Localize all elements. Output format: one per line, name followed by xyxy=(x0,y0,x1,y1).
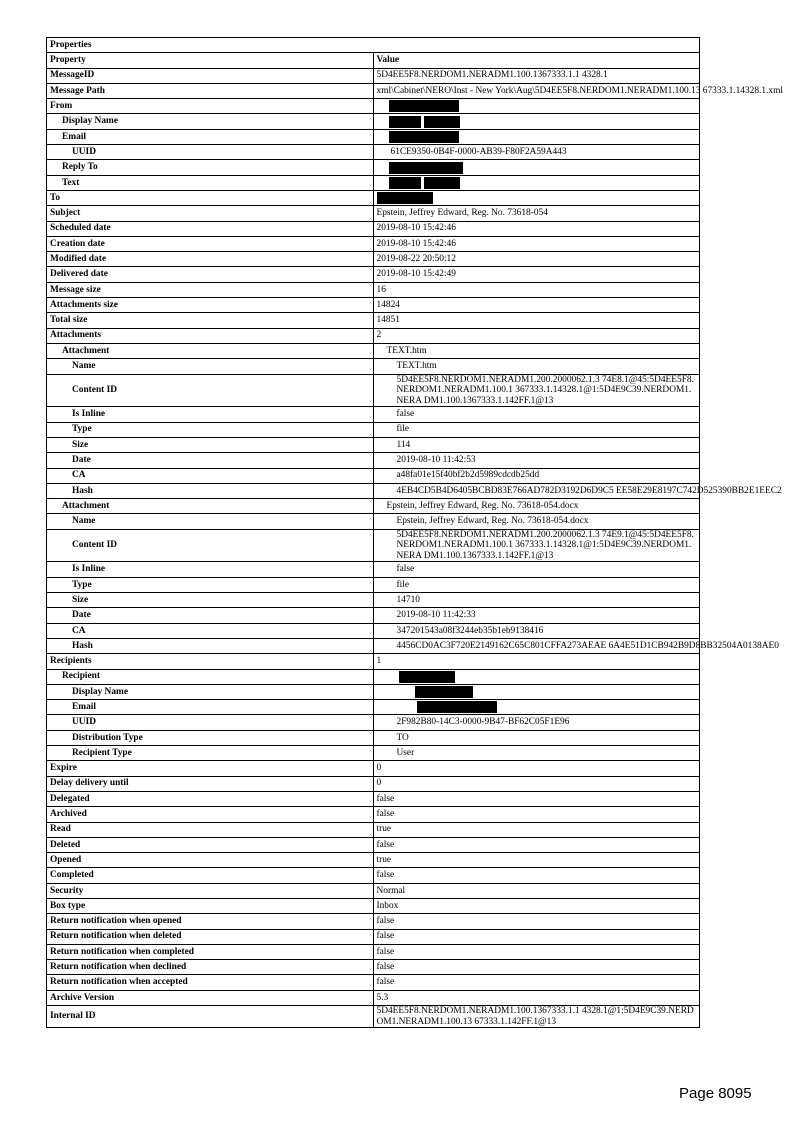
property-value xyxy=(373,99,700,114)
redaction-box xyxy=(389,100,459,112)
table-title: Properties xyxy=(47,38,700,53)
page-number: Page 8095 xyxy=(679,1085,752,1102)
property-name: Email xyxy=(47,129,374,144)
table-row xyxy=(47,160,700,175)
property-value: 4EB4CD5B4D6405BCBD83E766AD782D3192D6D9C5 EE58E29E8197C742D525390BB2E1EEC2 xyxy=(373,483,700,498)
table-row xyxy=(47,236,700,251)
property-name: Total size xyxy=(47,313,374,328)
property-value xyxy=(373,669,700,684)
property-name: Recipients xyxy=(47,654,374,669)
property-name: Internal ID xyxy=(47,1006,374,1028)
property-name: Name xyxy=(47,514,374,529)
property-value: 14851 xyxy=(373,313,700,328)
property-name: Size xyxy=(47,593,374,608)
table-row xyxy=(47,868,700,883)
property-value xyxy=(373,129,700,144)
property-name: Message size xyxy=(47,282,374,297)
table-row xyxy=(47,577,700,592)
table-row xyxy=(47,407,700,422)
property-value: 5D4EE5F8.NERDOM1.NERADM1.100.1367333.1.1 4328.1 xyxy=(373,68,700,83)
property-value: false xyxy=(373,975,700,990)
property-value: 1 xyxy=(373,654,700,669)
redaction-box xyxy=(377,192,433,204)
property-value: 2F982B80-14C3-0000-9B47-BF62C05F1E96 xyxy=(373,715,700,730)
property-name: Completed xyxy=(47,868,374,883)
property-value: a48fa01e15f40bf2b2d5989cdcdb25dd xyxy=(373,468,700,483)
property-name: Is Inline xyxy=(47,407,374,422)
property-name: Type xyxy=(47,577,374,592)
property-value: 347201543a08f3244eb35b1eb9138416 xyxy=(373,623,700,638)
table-row xyxy=(47,129,700,144)
property-name: Reply To xyxy=(47,160,374,175)
property-value xyxy=(373,684,700,699)
table-row xyxy=(47,374,700,407)
table-row xyxy=(47,593,700,608)
property-value: User xyxy=(373,746,700,761)
table-row xyxy=(47,944,700,959)
property-name: Deleted xyxy=(47,837,374,852)
property-name: Is Inline xyxy=(47,562,374,577)
property-value: 5D4EE5F8.NERDOM1.NERADM1.200.2000062.1.3 74E8.1@45:5D4EE5F8.NERDOM1.NERADM1.100.1 367333.1.14328.1@1:5D4E9C39.NERDOM1.NERA DM1.100.1367333.1.142FF.1@13 xyxy=(373,374,700,407)
table-row xyxy=(47,562,700,577)
property-value: 2019-08-10 11:42:33 xyxy=(373,608,700,623)
table-row xyxy=(47,837,700,852)
property-name: From xyxy=(47,99,374,114)
property-name: Display Name xyxy=(47,684,374,699)
property-name: Scheduled date xyxy=(47,221,374,236)
table-row xyxy=(47,282,700,297)
property-name: To xyxy=(47,190,374,205)
property-name: Hash xyxy=(47,638,374,653)
property-value xyxy=(373,700,700,715)
property-value: file xyxy=(373,422,700,437)
table-row xyxy=(47,608,700,623)
table-row xyxy=(47,807,700,822)
property-value: 61CE9350-0B4F-0000-AB39-F80F2A59A443 xyxy=(373,145,700,160)
table-row xyxy=(47,252,700,267)
property-value: 14824 xyxy=(373,298,700,313)
property-name: Size xyxy=(47,437,374,452)
redaction-box xyxy=(424,177,460,189)
table-row xyxy=(47,746,700,761)
property-name: UUID xyxy=(47,715,374,730)
property-value: Epstein, Jeffrey Edward, Reg. No. 73618-054.docx xyxy=(373,499,700,514)
table-row xyxy=(47,343,700,358)
property-name: UUID xyxy=(47,145,374,160)
property-value: 2 xyxy=(373,328,700,343)
table-title-row xyxy=(47,38,700,53)
property-value: Epstein, Jeffrey Edward, Reg. No. 73618-054.docx xyxy=(373,514,700,529)
property-value: 5.3 xyxy=(373,990,700,1005)
property-name: Box type xyxy=(47,899,374,914)
property-name: Read xyxy=(47,822,374,837)
property-value xyxy=(373,114,700,129)
property-name: Delay delivery until xyxy=(47,776,374,791)
table-row xyxy=(47,175,700,190)
table-header-row xyxy=(47,53,700,68)
property-name: Recipient xyxy=(47,669,374,684)
table-row xyxy=(47,298,700,313)
property-value: 0 xyxy=(373,776,700,791)
property-name: Return notification when deleted xyxy=(47,929,374,944)
table-row xyxy=(47,899,700,914)
property-value: 0 xyxy=(373,761,700,776)
table-row xyxy=(47,761,700,776)
property-column-header: Property xyxy=(47,53,374,68)
property-name: Display Name xyxy=(47,114,374,129)
property-value: 2019-08-10 11:42:53 xyxy=(373,453,700,468)
table-row xyxy=(47,654,700,669)
property-name: Attachment xyxy=(47,499,374,514)
table-row xyxy=(47,453,700,468)
table-row xyxy=(47,483,700,498)
table-row xyxy=(47,114,700,129)
property-value: 2019-08-22 20:50:12 xyxy=(373,252,700,267)
property-value: 5D4EE5F8.NERDOM1.NERADM1.200.2000062.1.3 74E9.1@45:5D4EE5F8.NERDOM1.NERADM1.100.1 367333.1.14328.1@1:5D4E9C39.NERDOM1.NERA DM1.100.1367333.1.142FF.1@13 xyxy=(373,529,700,562)
property-name: Type xyxy=(47,422,374,437)
property-value: false xyxy=(373,914,700,929)
property-name: CA xyxy=(47,623,374,638)
property-value: 14710 xyxy=(373,593,700,608)
property-name: Security xyxy=(47,883,374,898)
property-name: Modified date xyxy=(47,252,374,267)
table-row xyxy=(47,669,700,684)
property-value xyxy=(373,175,700,190)
property-name: Attachments size xyxy=(47,298,374,313)
property-value: 114 xyxy=(373,437,700,452)
property-value xyxy=(373,160,700,175)
property-name: Recipient Type xyxy=(47,746,374,761)
table-row xyxy=(47,990,700,1005)
property-value: file xyxy=(373,577,700,592)
property-value: 2019-08-10 15:42:46 xyxy=(373,236,700,251)
property-value: true xyxy=(373,853,700,868)
table-row xyxy=(47,975,700,990)
table-row xyxy=(47,638,700,653)
property-name: Hash xyxy=(47,483,374,498)
property-name: Subject xyxy=(47,206,374,221)
table-row xyxy=(47,437,700,452)
table-row xyxy=(47,468,700,483)
property-name: Content ID xyxy=(47,374,374,407)
property-value: 2019-08-10 15:42:46 xyxy=(373,221,700,236)
redaction-box xyxy=(399,671,455,683)
table-row xyxy=(47,730,700,745)
property-name: Opened xyxy=(47,853,374,868)
property-value: 2019-08-10 15:42:49 xyxy=(373,267,700,282)
property-name: MessageID xyxy=(47,68,374,83)
table-row xyxy=(47,529,700,562)
property-value: false xyxy=(373,807,700,822)
table-row xyxy=(47,960,700,975)
table-row xyxy=(47,791,700,806)
table-row xyxy=(47,822,700,837)
property-name: Attachment xyxy=(47,343,374,358)
table-row xyxy=(47,221,700,236)
property-name: Return notification when completed xyxy=(47,944,374,959)
property-value: Normal xyxy=(373,883,700,898)
table-row xyxy=(47,68,700,83)
property-name: Expire xyxy=(47,761,374,776)
property-value: Epstein, Jeffrey Edward, Reg. No. 73618-054 xyxy=(373,206,700,221)
property-name: Distribution Type xyxy=(47,730,374,745)
table-row xyxy=(47,422,700,437)
property-value: TO xyxy=(373,730,700,745)
property-name: Date xyxy=(47,453,374,468)
property-name: Delegated xyxy=(47,791,374,806)
table-row xyxy=(47,853,700,868)
property-value: false xyxy=(373,837,700,852)
table-row xyxy=(47,514,700,529)
property-value: false xyxy=(373,868,700,883)
table-row xyxy=(47,776,700,791)
property-value: false xyxy=(373,791,700,806)
property-name: Creation date xyxy=(47,236,374,251)
table-row xyxy=(47,914,700,929)
property-name: Return notification when accepted xyxy=(47,975,374,990)
table-row xyxy=(47,99,700,114)
property-value: TEXT.htm xyxy=(373,359,700,374)
property-name: Delivered date xyxy=(47,267,374,282)
redaction-box xyxy=(389,116,421,128)
redaction-box xyxy=(415,686,473,698)
property-name: CA xyxy=(47,468,374,483)
property-value: 5D4EE5F8.NERDOM1.NERADM1.100.1367333.1.1 4328.1@1:5D4E9C39.NERDOM1.NERADM1.100.13 67333.1.142FF.1@13 xyxy=(373,1006,700,1028)
table-row xyxy=(47,145,700,160)
property-value: xml\Cabinet\NERO\Inst - New York\Aug\5D4EE5F8.NERDOM1.NERADM1.100.13 67333.1.14328.1.xml xyxy=(373,83,700,98)
property-value: false xyxy=(373,929,700,944)
properties-table xyxy=(46,37,784,1028)
property-name: Content ID xyxy=(47,529,374,562)
table-row xyxy=(47,83,700,98)
property-value xyxy=(373,190,700,205)
redaction-box xyxy=(424,116,460,128)
value-column-header: Value xyxy=(373,53,700,68)
table-row xyxy=(47,359,700,374)
table-row xyxy=(47,883,700,898)
property-name: Message Path xyxy=(47,83,374,98)
property-value: Inbox xyxy=(373,899,700,914)
table-row xyxy=(47,313,700,328)
table-row xyxy=(47,684,700,699)
property-name: Return notification when declined xyxy=(47,960,374,975)
redaction-box xyxy=(389,131,459,143)
table-row xyxy=(47,328,700,343)
table-row xyxy=(47,715,700,730)
property-name: Archive Version xyxy=(47,990,374,1005)
property-name: Name xyxy=(47,359,374,374)
property-name: Text xyxy=(47,175,374,190)
property-value: false xyxy=(373,944,700,959)
property-value: 16 xyxy=(373,282,700,297)
property-name: Attachments xyxy=(47,328,374,343)
table-row xyxy=(47,499,700,514)
property-value: false xyxy=(373,960,700,975)
property-value: false xyxy=(373,562,700,577)
table-row xyxy=(47,267,700,282)
property-value: TEXT.htm xyxy=(373,343,700,358)
property-value: false xyxy=(373,407,700,422)
property-name: Return notification when opened xyxy=(47,914,374,929)
redaction-box xyxy=(389,177,421,189)
property-name: Date xyxy=(47,608,374,623)
table-row xyxy=(47,206,700,221)
property-name: Email xyxy=(47,700,374,715)
table-row xyxy=(47,1006,700,1028)
property-value: true xyxy=(373,822,700,837)
table-row xyxy=(47,700,700,715)
property-value: 4456CD0AC3F720E2149162C65C801CFFA273AEAE 6A4E51D1CB942B9D8BB32504A0138AE0 xyxy=(373,638,700,653)
redaction-box xyxy=(389,162,463,174)
table-row xyxy=(47,623,700,638)
table-row xyxy=(47,190,700,205)
property-name: Archived xyxy=(47,807,374,822)
table-row xyxy=(47,929,700,944)
redaction-box xyxy=(417,701,497,713)
